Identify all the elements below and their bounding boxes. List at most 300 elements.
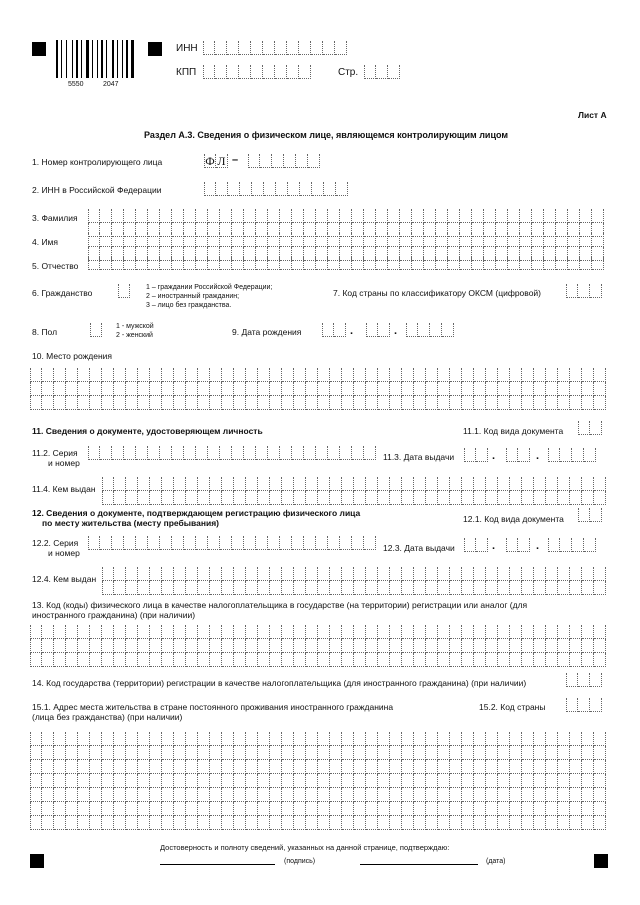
input-cell (246, 491, 258, 505)
field-13-row-2[interactable] (30, 639, 606, 653)
input-cell (306, 368, 318, 382)
field-11-4-cells[interactable] (102, 477, 606, 491)
input-cell (378, 396, 390, 410)
input-cell (270, 581, 282, 595)
input-cell (162, 491, 174, 505)
input-cell (126, 625, 138, 639)
input-cell (162, 760, 174, 774)
input-cell (186, 788, 198, 802)
field-11-1-cells[interactable] (578, 421, 602, 435)
input-cell (474, 625, 486, 639)
input-cell (282, 774, 294, 788)
input-cell (450, 732, 462, 746)
input-cell (594, 581, 606, 595)
input-cell (150, 491, 162, 505)
input-cell (316, 536, 328, 550)
input-cell (126, 491, 138, 505)
input-cell (196, 256, 208, 270)
input-cell (318, 491, 330, 505)
barcode-stripe (101, 40, 103, 78)
input-cell (124, 233, 136, 247)
input-cell (534, 368, 546, 382)
field-13-row-3[interactable] (30, 653, 606, 667)
input-cell (426, 746, 438, 760)
input-cell (174, 639, 186, 653)
input-cell (256, 256, 268, 270)
input-cell (364, 65, 376, 79)
input-cell (546, 746, 558, 760)
input-cell (340, 256, 352, 270)
field-15-1-row-6[interactable] (30, 802, 606, 816)
input-cell (78, 774, 90, 788)
input-cell (42, 625, 54, 639)
input-cell (592, 209, 604, 223)
input-cell (172, 536, 184, 550)
input-cell (210, 816, 222, 830)
field-11-4-cells-row2[interactable] (102, 491, 606, 505)
input-cell (582, 774, 594, 788)
input-cell (234, 732, 246, 746)
input-cell (366, 491, 378, 505)
input-cell (472, 233, 484, 247)
input-cell (234, 477, 246, 491)
input-cell (160, 446, 172, 460)
input-cell (498, 491, 510, 505)
input-cell (30, 774, 42, 788)
field-12-3-day-cells[interactable] (464, 538, 488, 552)
input-cell (30, 653, 42, 667)
field-14-cells[interactable] (566, 673, 602, 687)
input-cell (54, 396, 66, 410)
input-cell (426, 732, 438, 746)
input-cell (306, 746, 318, 760)
input-cell (306, 382, 318, 396)
input-cell (546, 802, 558, 816)
input-cell (162, 788, 174, 802)
input-cell (174, 625, 186, 639)
input-cell (544, 209, 556, 223)
input-cell (210, 746, 222, 760)
field-9-dot-1: . (350, 325, 354, 337)
signature-line[interactable] (160, 864, 275, 865)
field-8-cells[interactable] (90, 323, 102, 337)
field-13-label-b: иностранного гражданина) (при наличии) (32, 610, 196, 620)
field-9-month-cells[interactable] (366, 323, 390, 337)
input-cell (464, 448, 476, 462)
input-cell (136, 446, 148, 460)
input-cell (126, 396, 138, 410)
input-cell (366, 816, 378, 830)
kpp-label: КПП (176, 67, 197, 78)
field-10-row-2[interactable] (30, 382, 606, 396)
input-cell (366, 746, 378, 760)
input-cell (90, 802, 102, 816)
input-cell (450, 581, 462, 595)
input-cell (510, 816, 522, 830)
input-cell (594, 382, 606, 396)
input-cell (438, 746, 450, 760)
input-cell (390, 491, 402, 505)
field-11-3-year-cells[interactable] (548, 448, 596, 462)
input-cell (138, 491, 150, 505)
input-cell (330, 639, 342, 653)
field-12-3-year-cells[interactable] (548, 538, 596, 552)
input-cell (246, 382, 258, 396)
input-cell (522, 567, 534, 581)
input-cell (336, 182, 348, 196)
input-cell (548, 538, 560, 552)
input-cell (414, 396, 426, 410)
input-cell (186, 774, 198, 788)
field-11-3-day-cells[interactable] (464, 448, 488, 462)
barcode-number-left: 5550 (68, 81, 84, 88)
input-cell (424, 233, 436, 247)
field-3-cells[interactable] (88, 209, 604, 223)
input-cell (584, 448, 596, 462)
input-cell (534, 653, 546, 667)
input-cell (294, 760, 306, 774)
input-cell (300, 182, 312, 196)
input-cell (484, 233, 496, 247)
field-4-cells[interactable] (88, 233, 604, 247)
input-cell (304, 233, 316, 247)
input-cell (215, 41, 227, 55)
input-cell (222, 625, 234, 639)
field-15-1-row-7[interactable] (30, 816, 606, 830)
input-cell (138, 567, 150, 581)
input-cell (102, 653, 114, 667)
input-cell (78, 625, 90, 639)
input-cell (186, 567, 198, 581)
field-12-1-cells[interactable] (578, 508, 602, 522)
field-9-year-cells[interactable] (406, 323, 454, 337)
input-cell (450, 382, 462, 396)
input-cell (280, 446, 292, 460)
input-cell (448, 233, 460, 247)
input-cell (474, 581, 486, 595)
input-cell (244, 233, 256, 247)
input-cell (354, 732, 366, 746)
input-cell (582, 746, 594, 760)
date-line[interactable] (360, 864, 478, 865)
input-cell (582, 581, 594, 595)
field-10-row-1[interactable] (30, 368, 606, 382)
input-cell (88, 256, 100, 270)
corner-marker-bottom-left (30, 854, 44, 868)
input-cell (88, 446, 100, 460)
input-cell (66, 653, 78, 667)
input-cell (354, 802, 366, 816)
input-cell (114, 639, 126, 653)
page-cells[interactable] (364, 65, 400, 79)
input-cell (378, 746, 390, 760)
field-2-cells[interactable] (204, 182, 348, 196)
input-cell (462, 396, 474, 410)
input-cell (294, 491, 306, 505)
input-cell (280, 256, 292, 270)
input-cell (42, 816, 54, 830)
input-cell (366, 396, 378, 410)
input-cell (510, 491, 522, 505)
input-cell (150, 746, 162, 760)
field-12-2-cells[interactable] (88, 536, 376, 550)
input-cell (66, 774, 78, 788)
input-cell (102, 788, 114, 802)
input-cell (462, 746, 474, 760)
input-cell (520, 256, 532, 270)
input-cell (294, 396, 306, 410)
input-cell (184, 536, 196, 550)
input-cell (558, 774, 570, 788)
input-cell (378, 802, 390, 816)
field-12-3-month-cells[interactable] (506, 538, 530, 552)
field-11-2-label-b: и номер (48, 458, 80, 468)
input-cell (270, 746, 282, 760)
input-cell (450, 746, 462, 760)
input-cell (252, 182, 264, 196)
input-cell (474, 368, 486, 382)
input-cell (272, 154, 284, 168)
input-cell (186, 382, 198, 396)
input-cell (136, 209, 148, 223)
input-cell (400, 233, 412, 247)
input-cell (222, 368, 234, 382)
input-cell (258, 788, 270, 802)
input-cell (90, 639, 102, 653)
input-cell (227, 65, 239, 79)
input-cell (160, 209, 172, 223)
input-cell (90, 382, 102, 396)
input-cell (268, 536, 280, 550)
input-cell (522, 639, 534, 653)
input-cell (198, 732, 210, 746)
input-cell (138, 802, 150, 816)
input-cell (570, 816, 582, 830)
input-cell (30, 788, 42, 802)
input-cell (510, 653, 522, 667)
input-cell (498, 816, 510, 830)
input-cell (594, 567, 606, 581)
input-cell (390, 625, 402, 639)
input-cell (580, 233, 592, 247)
input-cell (239, 41, 251, 55)
input-cell (462, 581, 474, 595)
input-cell (376, 256, 388, 270)
input-cell (522, 788, 534, 802)
field-15-1-row-3[interactable] (30, 760, 606, 774)
field-15-1-row-4[interactable] (30, 774, 606, 788)
input-cell (54, 653, 66, 667)
kpp-cells[interactable] (203, 65, 311, 79)
input-cell (282, 567, 294, 581)
input-cell (268, 446, 280, 460)
field-15-1-row-1[interactable] (30, 732, 606, 746)
input-cell (486, 788, 498, 802)
input-cell (376, 65, 388, 79)
input-cell (222, 396, 234, 410)
input-cell (90, 396, 102, 410)
input-cell (558, 760, 570, 774)
input-cell (198, 491, 210, 505)
input-cell (198, 382, 210, 396)
input-cell (136, 256, 148, 270)
input-cell (522, 816, 534, 830)
input-cell (114, 732, 126, 746)
input-cell (210, 368, 222, 382)
input-cell (402, 732, 414, 746)
input-cell (88, 233, 100, 247)
input-cell (390, 816, 402, 830)
input-cell (390, 774, 402, 788)
input-cell (162, 625, 174, 639)
input-cell (568, 256, 580, 270)
input-cell (54, 639, 66, 653)
input-cell (328, 233, 340, 247)
input-cell (114, 477, 126, 491)
input-cell (330, 396, 342, 410)
input-cell (251, 65, 263, 79)
field-13-row-1[interactable] (30, 625, 606, 639)
input-cell (510, 774, 522, 788)
input-cell (186, 653, 198, 667)
input-cell (558, 746, 570, 760)
prefix-cell-l: Л (216, 154, 228, 168)
input-cell (162, 567, 174, 581)
input-cell (578, 421, 590, 435)
input-cell (114, 746, 126, 760)
input-cell (486, 639, 498, 653)
input-cell (88, 536, 100, 550)
barcode-stripe (81, 40, 82, 78)
input-cell (342, 567, 354, 581)
input-cell (558, 368, 570, 382)
input-cell (114, 368, 126, 382)
sheet-label: Лист А (578, 110, 607, 120)
input-cell (258, 382, 270, 396)
field-15-2-cells[interactable] (566, 698, 602, 712)
input-cell (582, 382, 594, 396)
input-cell (450, 567, 462, 581)
field-9-day-cells[interactable] (322, 323, 346, 337)
input-cell (126, 382, 138, 396)
input-cell (414, 802, 426, 816)
field-10-row-3[interactable] (30, 396, 606, 410)
field-11-3-month-cells[interactable] (506, 448, 530, 462)
input-cell (506, 538, 518, 552)
inn-cells[interactable] (203, 41, 347, 55)
field-5-cells[interactable] (88, 256, 604, 270)
input-cell (100, 256, 112, 270)
input-cell (150, 368, 162, 382)
input-cell (54, 625, 66, 639)
input-cell (186, 746, 198, 760)
input-cell (150, 625, 162, 639)
input-cell (342, 396, 354, 410)
input-cell (476, 448, 488, 462)
input-cell (174, 788, 186, 802)
field-12-label-a: 12. Сведения о документе, подтверждающем регистрацию физического лица (32, 508, 361, 518)
input-cell (174, 802, 186, 816)
input-cell (402, 581, 414, 595)
input-cell (275, 41, 287, 55)
input-cell (294, 625, 306, 639)
field-7-label: 7. Код страны по классификатору ОКСМ (цифровой) (333, 288, 541, 298)
input-cell (162, 639, 174, 653)
input-cell (402, 816, 414, 830)
input-cell (534, 581, 546, 595)
field-8-option-2: 2 - женский (116, 332, 153, 339)
input-cell (340, 233, 352, 247)
input-cell (258, 368, 270, 382)
barcode (56, 40, 136, 78)
input-cell (578, 284, 590, 298)
input-cell (558, 802, 570, 816)
input-cell (234, 760, 246, 774)
field-15-1-row-5[interactable] (30, 788, 606, 802)
input-cell (282, 639, 294, 653)
input-cell (570, 639, 582, 653)
field-11-4-label: 11.4. Кем выдан (32, 484, 96, 494)
input-cell (88, 209, 100, 223)
field-12-4-cells-row2[interactable] (102, 581, 606, 595)
input-cell (486, 746, 498, 760)
input-cell (450, 760, 462, 774)
input-cell (594, 396, 606, 410)
field-6-cells[interactable] (118, 284, 130, 298)
input-cell (486, 396, 498, 410)
input-cell (570, 760, 582, 774)
input-cell (264, 182, 276, 196)
input-cell (378, 774, 390, 788)
input-cell (486, 774, 498, 788)
input-cell (162, 396, 174, 410)
input-cell (366, 382, 378, 396)
input-cell (474, 816, 486, 830)
field-1-prefix-cells[interactable] (204, 154, 228, 168)
input-cell (582, 788, 594, 802)
input-cell (510, 746, 522, 760)
field-7-cells[interactable] (566, 284, 602, 298)
input-cell (378, 625, 390, 639)
input-cell (426, 368, 438, 382)
field-1-number-cells[interactable] (248, 154, 320, 168)
input-cell (102, 625, 114, 639)
input-cell (462, 760, 474, 774)
input-cell (198, 368, 210, 382)
input-cell (112, 209, 124, 223)
field-15-1-row-2[interactable] (30, 746, 606, 760)
input-cell (306, 639, 318, 653)
input-cell (114, 788, 126, 802)
input-cell (306, 816, 318, 830)
input-cell (198, 802, 210, 816)
input-cell (232, 256, 244, 270)
input-cell (246, 802, 258, 816)
input-cell (522, 491, 534, 505)
input-cell (222, 639, 234, 653)
input-cell (546, 732, 558, 746)
input-cell (30, 625, 42, 639)
field-12-4-cells[interactable] (102, 567, 606, 581)
input-cell (558, 567, 570, 581)
field-11-2-cells[interactable] (88, 446, 376, 460)
input-cell (570, 368, 582, 382)
input-cell (498, 625, 510, 639)
input-cell (78, 746, 90, 760)
input-cell (174, 774, 186, 788)
input-cell (316, 256, 328, 270)
input-cell (246, 396, 258, 410)
